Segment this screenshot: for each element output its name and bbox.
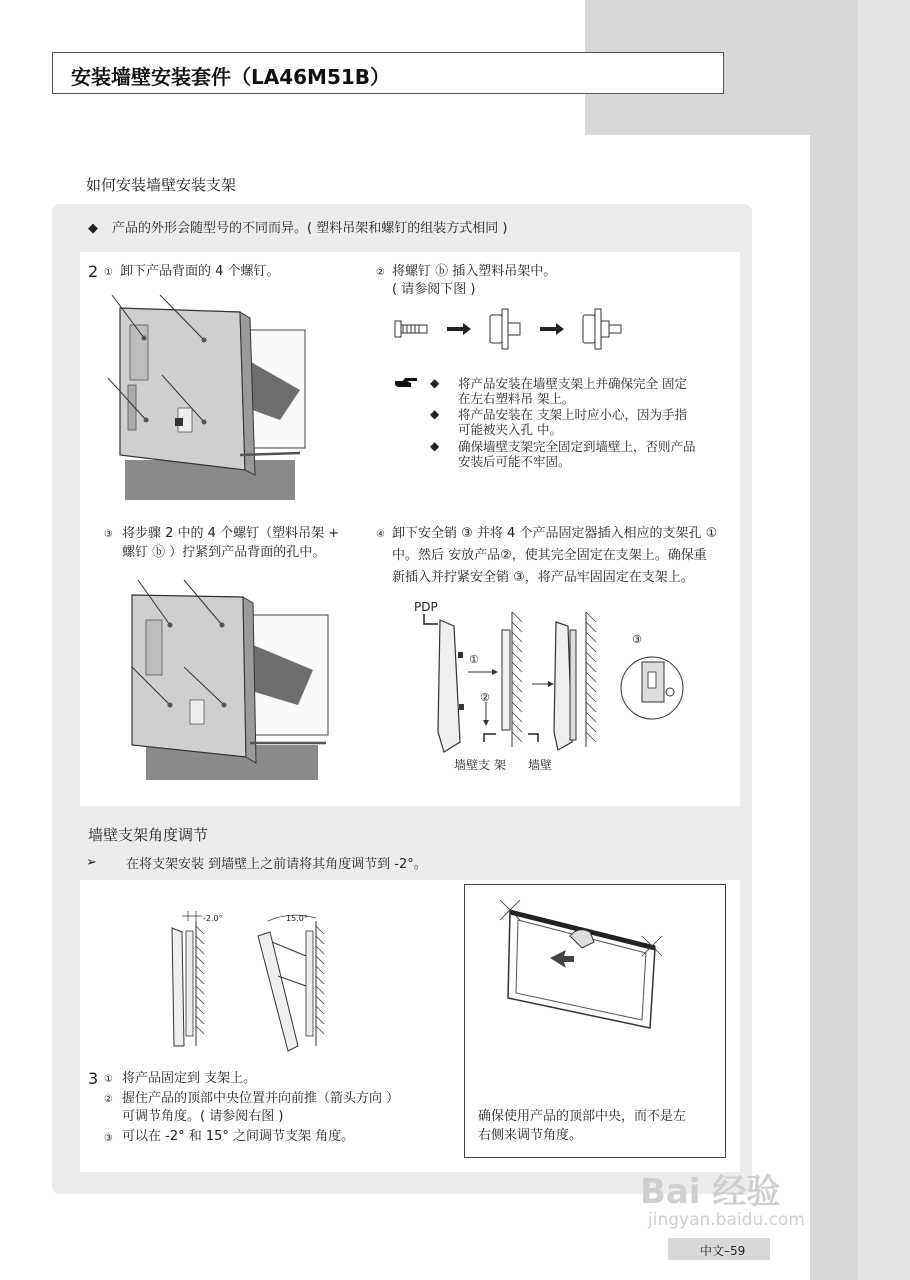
step3-s2-line1: 握住产品的顶部中央位置并向前推（箭头方向 ） [122,1091,400,1106]
pointing-hand-icon [393,375,419,389]
mounting-diagram [420,612,710,762]
tv-front-illustration [470,898,720,1038]
step3-s1-marker: ① [104,1074,113,1085]
diagram-mark-3: ③ [632,633,642,646]
tip-3-line2: 安装后可能不牢固。 [458,454,571,469]
page-number: 中文–59 [700,1244,746,1258]
right-band [810,0,858,1280]
screw-assembly-illustration [395,305,635,355]
baidu-watermark-url: jingyan.baidu.com [648,1210,805,1230]
right-edge-band [858,0,910,1280]
tv-back-illustration-2 [118,575,348,785]
tip-2-line2: 可能被夹入孔 中。 [458,422,562,437]
step2-sub1-marker: ① [104,267,113,278]
step2-sub2-line2: ( 请参阅下图 ) [392,282,476,297]
step2-sub4-line2: 中。然后 安放产品②，使其完全固定在支架上。确保重 [392,548,707,563]
baidu-watermark-brand: Bai 经验 [640,1172,781,1212]
step3-number: 3 [88,1069,99,1088]
tip-3-line1: 确保墙壁支架完全固定到墙壁上，否则产品 [458,439,696,454]
step3-s2-line2: 可调节角度。( 请参阅右图 ) [122,1109,284,1124]
step2-number: 2 [88,262,99,281]
step3-s3-marker: ③ [104,1133,113,1144]
angle-label-15: 15.0° [286,914,308,923]
angle-section-heading: 墙壁支架角度调节 [88,826,209,844]
section-heading: 如何安装墙壁安装支架 [86,176,237,194]
angle-label-minus2: -2.0° [203,914,223,923]
bracket-label: 墙壁支 架 [454,758,506,772]
step2-sub4-marker: ④ [376,529,385,540]
step3-s3-text: 可以在 -2° 和 15° 之间调节支架 角度。 [122,1129,355,1144]
step2-sub4-line1: 卸下安全销 ③ 并将 4 个产品固定器插入相应的支架孔 ① [392,526,718,541]
step2-sub3-marker: ③ [104,529,113,540]
note-bullet: ◆ [88,221,98,236]
tv-back-illustration-1 [100,290,340,505]
wall-label: 墙壁 [528,758,553,772]
step3-s2-marker: ② [104,1094,113,1105]
angle-note-arrow: ➢ [86,855,97,870]
angle-note-text: 在将支架安装 到墙壁上之前请将其角度调节到 -2°。 [126,857,427,872]
title-box [52,52,724,94]
step2-sub2-line1: 将螺钉 ⓑ 插入塑料吊架中。 [392,264,557,279]
step2-sub3-line2: 螺钉 ⓑ ）拧紧到产品背面的孔中。 [122,545,326,560]
pdp-label: PDP [414,600,438,614]
tip-1-line1: 将产品安装在墙壁支架上并确保完全 固定 [458,376,687,391]
step2-sub4-line3: 新插入并拧紧安全销 ③，将产品牢固固定在支架上。 [392,570,694,585]
box-caption-line2: 右侧来调节角度。 [478,1128,583,1143]
diagram-mark-2: ② [480,691,490,704]
step2-sub1-text: 卸下产品背面的 4 个螺钉。 [120,264,280,279]
angle-diagram [160,906,335,1056]
tip-bullet-3: ◆ [430,439,440,453]
tip-1-line2: 在左右塑料吊 架上。 [458,391,575,406]
page-title: 安装墙壁安装套件（LA46M51B） [71,65,391,89]
note-text: 产品的外形会随型号的不同而异。( 塑料吊架和螺钉的组装方式相同 ) [112,221,508,236]
diagram-mark-1: ① [469,653,479,666]
step2-sub3-line1: 将步骤 2 中的 4 个螺钉（塑料吊架 + [122,526,340,541]
tip-bullet-2: ◆ [430,407,440,421]
tip-bullet-1: ◆ [430,376,440,390]
tip-2-line1: 将产品安装在 支架上时应小心，因为手指 [458,407,687,422]
step2-sub2-marker: ② [376,267,385,278]
step3-s1-text: 将产品固定到 支架上。 [122,1071,257,1086]
box-caption-line1: 确保使用产品的顶部中央，而不是左 [478,1109,687,1124]
